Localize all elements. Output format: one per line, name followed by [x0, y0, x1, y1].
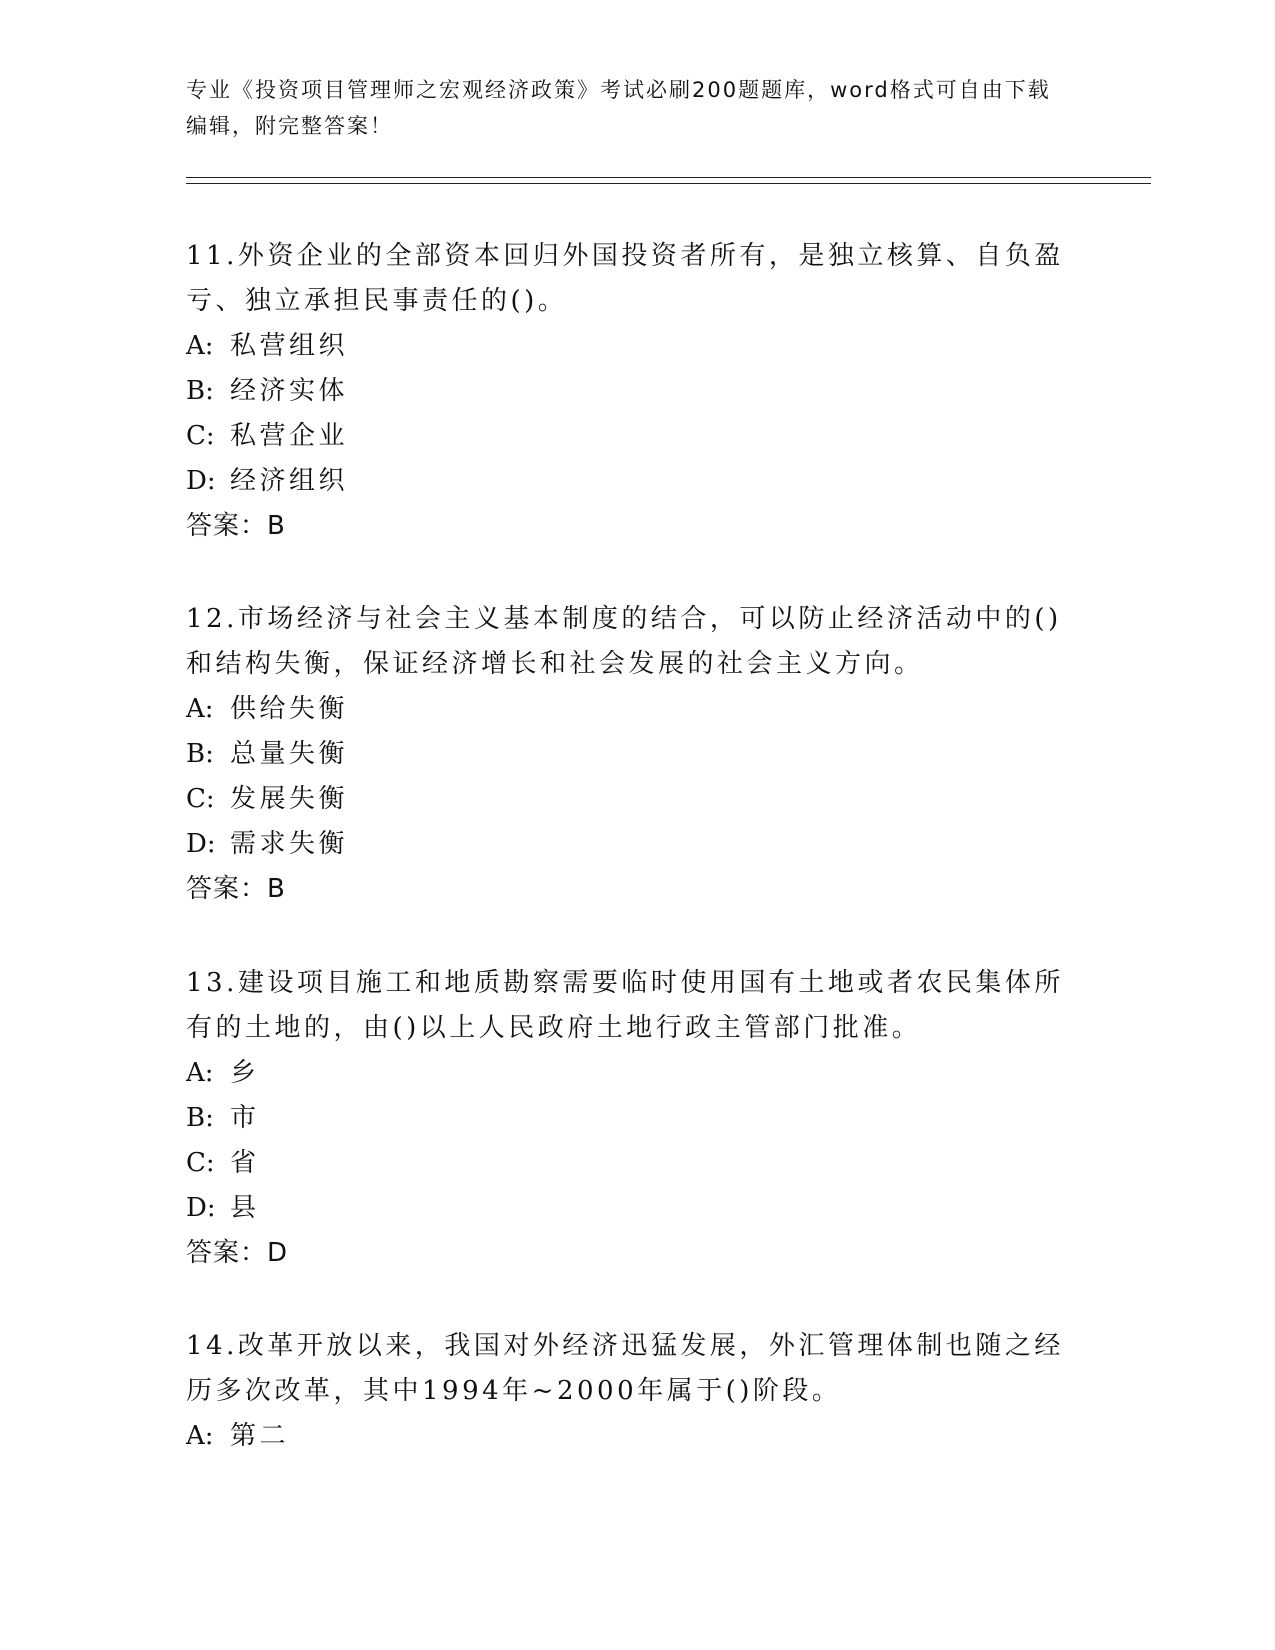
option-a	[186, 324, 1066, 369]
option-letter: D:	[186, 829, 216, 859]
option-letter: C:	[186, 421, 215, 451]
question-block	[186, 597, 1066, 912]
option-letter: C:	[186, 784, 215, 814]
option-letter: A:	[186, 694, 214, 724]
option-letter: A:	[186, 331, 214, 361]
option-letter: D:	[186, 1193, 216, 1223]
option-text: 市	[230, 1103, 260, 1133]
option-letter: C:	[186, 1148, 215, 1178]
header-divider-top	[186, 177, 1151, 178]
option-letter: A:	[186, 1421, 214, 1451]
answer-line: 答案：B	[186, 511, 286, 541]
option-d	[186, 822, 1066, 867]
option-text: 县	[230, 1193, 260, 1223]
option-d	[186, 1186, 1066, 1231]
option-letter: D:	[186, 466, 216, 496]
header-divider-bottom	[186, 183, 1151, 184]
option-text: 第二	[230, 1421, 290, 1451]
option-letter: B:	[186, 376, 214, 406]
answer-line: 答案：D	[186, 1238, 289, 1268]
option-letter: B:	[186, 739, 214, 769]
option-letter: A:	[186, 1058, 214, 1088]
option-d	[186, 459, 1066, 504]
option-text: 总量失衡	[230, 739, 349, 769]
option-text: 发展失衡	[230, 784, 349, 814]
question-block	[186, 234, 1066, 549]
option-b	[186, 369, 1066, 414]
option-text: 需求失衡	[230, 829, 349, 859]
option-letter: B:	[186, 1103, 214, 1133]
option-c	[186, 1141, 1066, 1186]
question-stem: 13.建设项目施工和地质勘察需要临时使用国有土地或者农民集体所有的土地的，由()以上人民政府土地行政主管部门批准。	[186, 968, 1064, 1043]
question-block	[186, 961, 1066, 1276]
document-header: 专业《投资项目管理师之宏观经济政策》考试必刷200题题库，word格式可自由下载编辑，附完整答案！	[186, 78, 1051, 138]
option-a	[186, 1414, 1066, 1459]
option-c	[186, 777, 1066, 822]
question-stem: 12.市场经济与社会主义基本制度的结合，可以防止经济活动中的()和结构失衡，保证经济增长和社会发展的社会主义方向。	[186, 604, 1062, 679]
option-a	[186, 1051, 1066, 1096]
question-block	[186, 1324, 1066, 1459]
option-text: 私营企业	[230, 421, 349, 451]
option-b	[186, 732, 1066, 777]
option-c	[186, 414, 1066, 459]
option-text: 供给失衡	[230, 694, 349, 724]
question-stem: 14.改革开放以来，我国对外经济迅猛发展，外汇管理体制也随之经历多次改革，其中1994年~2000年属于()阶段。	[186, 1331, 1064, 1406]
option-text: 经济实体	[230, 376, 349, 406]
option-text: 乡	[230, 1058, 260, 1088]
option-text: 经济组织	[230, 466, 349, 496]
option-text: 私营组织	[230, 331, 349, 361]
option-b	[186, 1096, 1066, 1141]
option-text: 省	[230, 1148, 260, 1178]
answer-line: 答案：B	[186, 874, 286, 904]
question-stem: 11.外资企业的全部资本回归外国投资者所有，是独立核算、自负盈亏、独立承担民事责任的()。	[186, 241, 1064, 316]
option-a	[186, 687, 1066, 732]
